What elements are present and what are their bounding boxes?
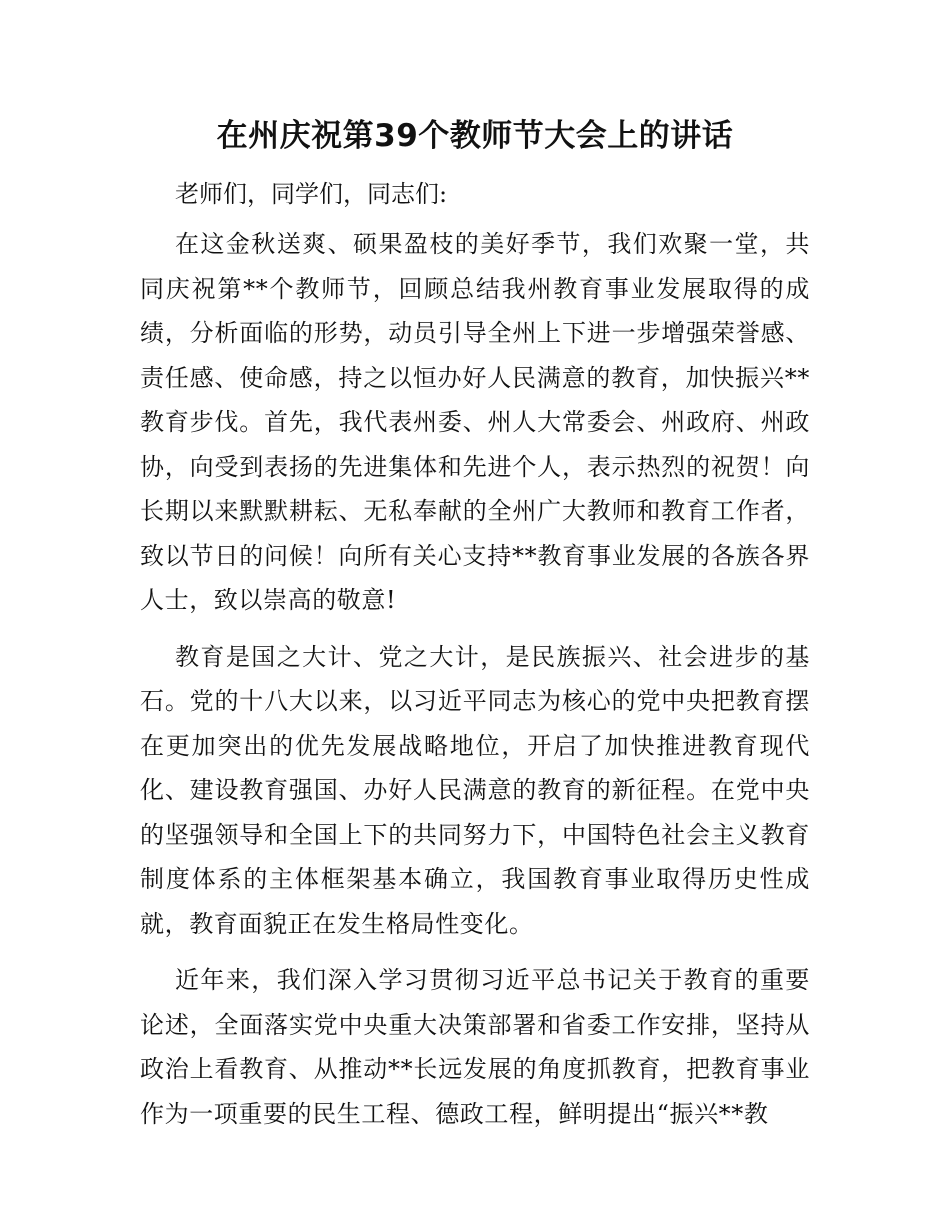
paragraph-1: 在这金秋送爽、硕果盈枝的美好季节，我们欢聚一堂，共同庆祝第**个教师节，回顾总结我州教育事业发展取得的成绩，分析面临的形势，动员引导全州上下进一步增强荣誉感、责任感、使命感，持之以恒办好人民满意的教育，加快振兴**教育步伐。首先，我代表州委、州人大常委会、州政府、州政协，向受到表扬的先进集体和先进个人，表示热烈的祝贺！向长期以来默默耕耘、无私奉献的全州广大教师和教育工作者，致以节日的问候！向所有关心支持**教育事业发展的各族各界人士，致以崇高的敬意! xyxy=(140,230,810,614)
paragraph-2: 教育是国之大计、党之大计，是民族振兴、社会进步的基石。党的十八大以来，以习近平同志为核心的党中央把教育摆在更加突出的优先发展战略地位，开启了加快推进教育现代化、建设教育强国、办好人民满意的教育的新征程。在党中央的坚强领导和全国上下的共同努力下，中国特色社会主义教育制度体系的主体框架基本确立，我国教育事业取得历史性成就，教育面貌正在发生格局性变化。 xyxy=(140,642,810,938)
salutation: 老师们，同学们，同志们: xyxy=(175,180,448,208)
document-title: 在州庆祝第39个教师节大会上的讲话 xyxy=(216,118,734,154)
paragraph-3: 近年来，我们深入学习贯彻习近平总书记关于教育的重要论述，全面落实党中央重大决策部署和省委工作安排，坚持从政治上看教育、从推动**长远发展的角度抓教育，把教育事业作为一项重要的民生工程、德政工程，鲜明提出“振兴**教 xyxy=(140,966,810,1128)
document-body xyxy=(140,222,810,1148)
